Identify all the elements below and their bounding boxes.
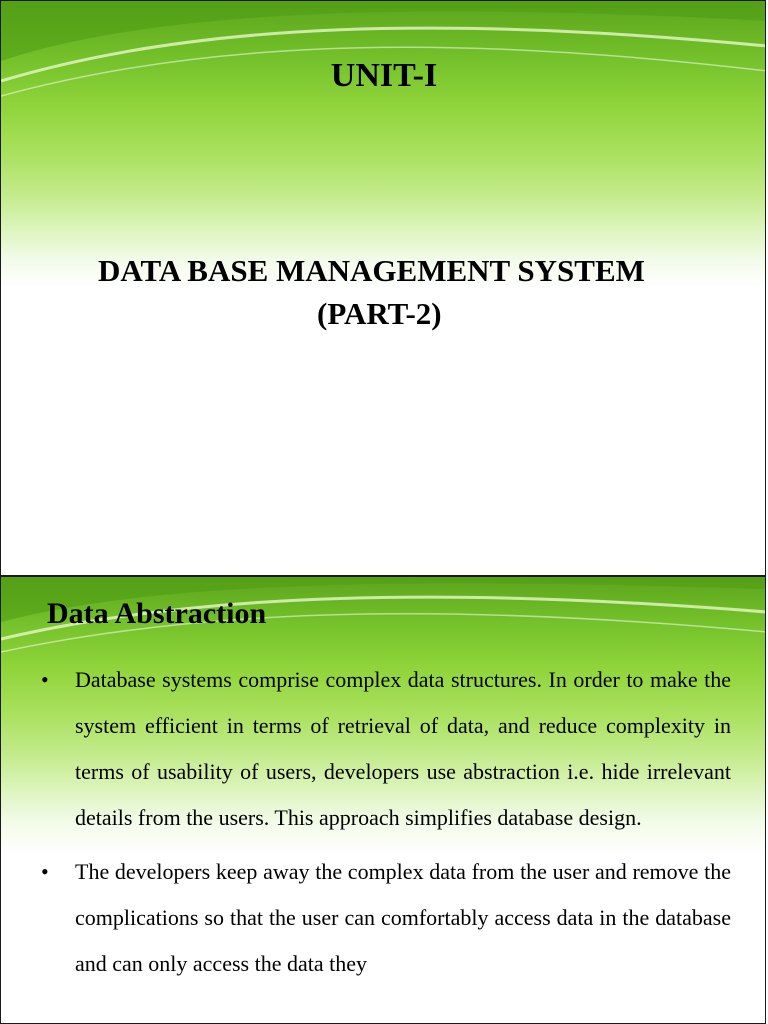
list-item	[41, 849, 731, 987]
list-item	[41, 657, 731, 841]
unit-title: UNIT-I	[330, 57, 438, 94]
section-title: Data Abstraction	[47, 597, 267, 630]
slide-2	[0, 576, 766, 1024]
part-heading: (PART-2)	[317, 296, 442, 331]
dbms-heading: DATA BASE MANAGEMENT SYSTEM	[98, 253, 645, 288]
bullet-text: Database systems comprise complex data structures. In order to make the system efficient in terms of retrieval of data, and reduce complexity in terms of usability of users, developers use abstraction i.e. hide irrelevant details from the users. This approach simplifies database design.	[75, 667, 731, 830]
bullet-list	[41, 657, 731, 995]
bullet-text: The developers keep away the complex data from the user and remove the complications so that the user can comfortably access data in the database and can only access the data they	[75, 859, 731, 976]
bullet-icon: •	[41, 859, 49, 884]
bullet-icon: •	[41, 667, 49, 692]
